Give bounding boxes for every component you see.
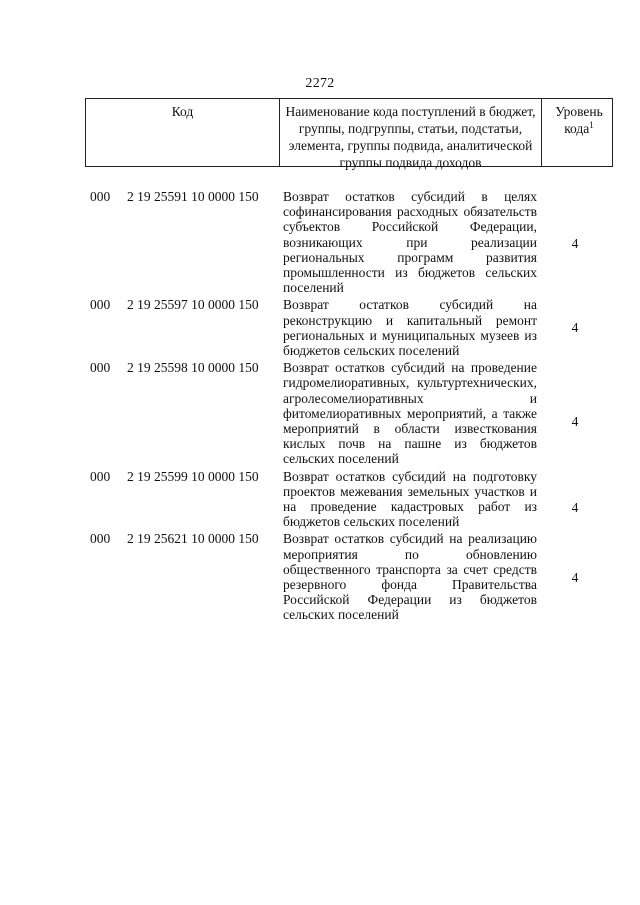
header-level bbox=[542, 99, 614, 166]
code-level: 4 bbox=[571, 414, 579, 430]
table-body bbox=[0, 189, 640, 623]
header-name-label: Наименование кода поступлений в бюджет, группы, подгруппы, статьи, подстатьи, элемента, группы подвида, аналитической группы подвида доходов bbox=[285, 104, 536, 170]
admin-code: 000 bbox=[90, 297, 111, 313]
header-level-footnote: 1 bbox=[589, 120, 594, 130]
code-level: 4 bbox=[571, 499, 579, 515]
table-row bbox=[0, 297, 640, 358]
table-row bbox=[0, 469, 640, 530]
admin-code: 000 bbox=[90, 468, 111, 484]
income-code: 2 19 25597 10 0000 150 bbox=[127, 297, 259, 313]
income-code: 2 19 25598 10 0000 150 bbox=[127, 360, 259, 376]
table-header bbox=[85, 98, 613, 170]
header-code-label: Код bbox=[171, 104, 194, 119]
code-level: 4 bbox=[571, 570, 579, 586]
income-name: Возврат остатков субсидий на реконструкцию и капитальный ремонт региональных и муниципальных музеев из бюджетов сельских поселений bbox=[283, 297, 537, 359]
page-number: 2272 bbox=[305, 76, 335, 91]
income-code: 2 19 25621 10 0000 150 bbox=[127, 531, 259, 547]
table-row bbox=[0, 360, 640, 466]
income-code: 2 19 25591 10 0000 150 bbox=[127, 189, 259, 204]
header-code bbox=[86, 99, 280, 166]
header-level-label: Уровень кода bbox=[555, 104, 603, 136]
income-name: Возврат остатков субсидий в целях софинансирования расходных обязательств субъектов Российской Федерации, возникающих при реализации региональных программ развития промышленности из бюджетов сельских поселений bbox=[283, 189, 537, 296]
admin-code: 000 bbox=[90, 189, 111, 204]
income-name: Возврат остатков субсидий на проведение гидромелиоративных, культуртехнических, агролесомелиоративных и фитомелиоративных мероприятий, а также мероприятий в области известкования кислых почв на пашне из бюджетов сельских поселений bbox=[283, 360, 537, 467]
income-name: Возврат остатков субсидий на подготовку проектов межевания земельных участков и на проведение кадастровых работ из бюджетов сельских поселений bbox=[283, 468, 537, 530]
income-name: Возврат остатков субсидий на реализацию мероприятия по обновлению общественного транспорта за счет средств резервного фонда Правительства Российской Федерации из бюджетов сельских поселений bbox=[283, 531, 537, 623]
code-level: 4 bbox=[571, 236, 579, 251]
admin-code: 000 bbox=[90, 531, 111, 547]
code-level: 4 bbox=[571, 320, 579, 336]
header-name bbox=[280, 99, 542, 170]
admin-code: 000 bbox=[90, 360, 111, 376]
table-row bbox=[0, 531, 640, 622]
table-row bbox=[0, 189, 640, 295]
income-code: 2 19 25599 10 0000 150 bbox=[127, 468, 259, 484]
